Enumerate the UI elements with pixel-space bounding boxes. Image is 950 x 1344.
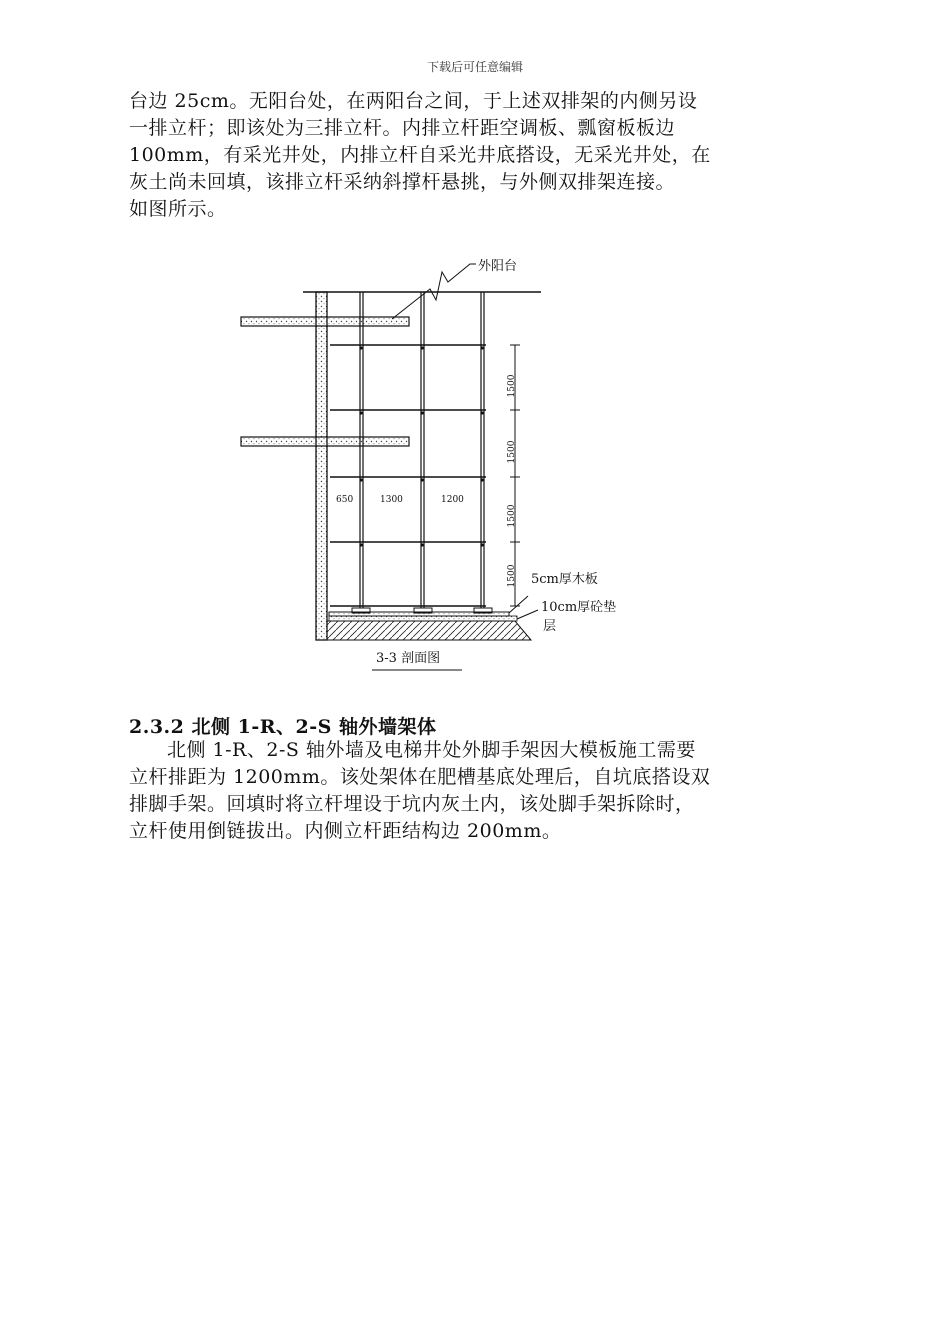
dim-v-3: 1500: [507, 504, 517, 528]
dim-v-4: 1500: [507, 564, 517, 588]
page-header: 下载后可任意编辑: [426, 60, 523, 74]
label-board: 5cm厚木板: [531, 572, 598, 587]
text-line: 排脚手架。回填时将立杆埋设于坑内灰土内，该处脚手架拆除时，: [129, 793, 695, 815]
text-line: 台边 25cm。无阳台处，在两阳台之间，于上述双排架的内侧另设: [129, 90, 698, 112]
structure-wall: [316, 292, 327, 640]
label-concrete-1: 10cm厚砼垫: [541, 600, 617, 615]
figure-caption: 3-3 剖面图: [376, 651, 441, 666]
label-balcony: 外阳台: [478, 259, 518, 274]
text-line: 如图所示。: [129, 198, 227, 220]
text-line: 北侧 1-R、2-S 轴外墙及电梯井处外脚手架因大模板施工需要: [167, 739, 696, 761]
label-concrete-2: 层: [543, 619, 557, 634]
ground-hatch: [327, 621, 531, 640]
paragraph-section: [129, 737, 829, 845]
text-line: 灰土尚未回填，该排立杆采纳斜撑杆悬挑，与外侧双排架连接。: [129, 171, 676, 193]
balcony-slab-lower: [241, 437, 409, 446]
scaffold-ledgers: [330, 345, 486, 606]
balcony-slab-upper: [241, 317, 409, 326]
leader-concrete: [517, 610, 538, 619]
text-line: 立杆排距为 1200mm。该处架体在肥槽基底处理后，自坑底搭设双: [129, 766, 711, 788]
dim-v-2: 1500: [507, 440, 517, 464]
dim-v-1: 1500: [507, 374, 517, 398]
dim-h-3: 1200: [441, 495, 464, 505]
text-line: 100mm，有采光井处，内排立杆自采光井底搭设，无采光井处，在: [129, 144, 711, 166]
concrete-pad: [329, 616, 517, 621]
text-line: 立杆使用倒链拔出。内侧立杆距结构边 200mm。: [129, 820, 562, 842]
text-line: 一排立杆；即该处为三排立杆。内排立杆距空调板、瓢窗板板边: [129, 117, 676, 139]
dim-h-2: 1300: [380, 495, 403, 505]
dim-h-1: 650: [336, 495, 354, 505]
section-heading: 2.3.2 北侧 1-R、2-S 轴外墙架体: [129, 716, 437, 738]
wood-board: [329, 612, 509, 616]
leader-board: [509, 596, 528, 613]
scaffold-standards: [360, 292, 484, 612]
